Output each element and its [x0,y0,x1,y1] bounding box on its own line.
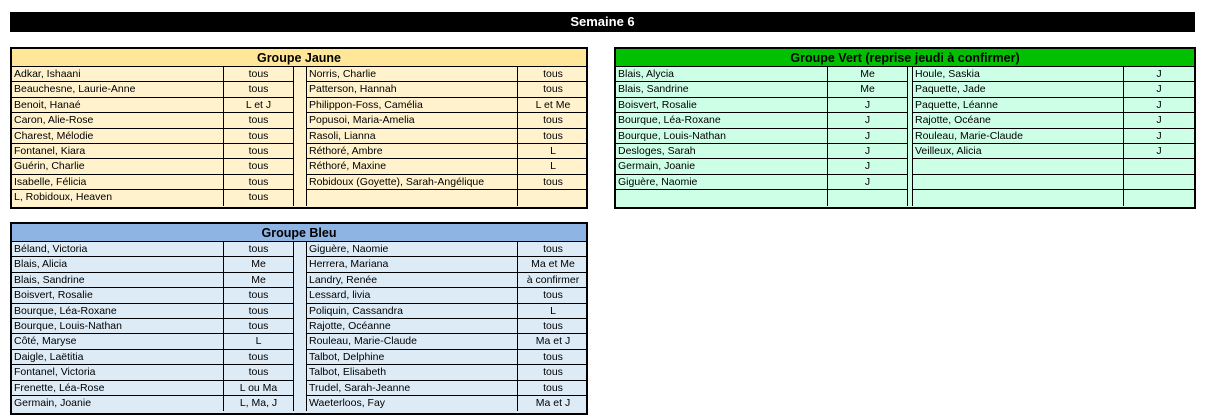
participant-days: J [828,113,908,128]
participant-name: Patterson, Hannah [306,82,518,97]
table-row [12,159,294,174]
participant-name: Blais, Alycia [616,67,828,82]
participant-name: Paquette, Léanne [912,98,1124,113]
participant-days: J [1124,144,1194,159]
table-row [12,273,294,288]
table-row [12,396,294,411]
table-row [12,98,294,113]
participant-days [1124,190,1194,205]
participant-days: tous [224,365,294,380]
table-row [306,334,588,349]
participant-days: L [518,304,588,319]
participant-name: Rouleau, Marie-Claude [306,334,518,349]
participant-name: Philippon-Foss, Camélia [306,98,518,113]
table-row [306,82,588,97]
participant-days: J [828,98,908,113]
table-row [912,129,1194,144]
participant-name: Rajotte, Océane [912,113,1124,128]
table-row [306,319,588,334]
participant-name: Boisvert, Rosalie [12,288,224,303]
table-row [12,257,294,272]
table-row [12,82,294,97]
participant-days: J [1124,67,1194,82]
table-row [616,113,908,128]
table-row [306,365,588,380]
table-row [616,159,908,174]
participant-name: Robidoux (Goyette), Sarah-Angélique [306,175,518,190]
participant-name: Benoit, Hanaé [12,98,224,113]
participant-days: tous [224,159,294,174]
participant-days: tous [224,190,294,205]
participant-name [616,190,828,205]
participant-days: tous [224,144,294,159]
table-row [912,98,1194,113]
participant-name: Germain, Joanie [616,159,828,174]
participant-days: Me [224,257,294,272]
participant-days: J [1124,82,1194,97]
participant-days: L et J [224,98,294,113]
table-row [306,98,588,113]
table-row [12,334,294,349]
table-row [912,159,1194,174]
table-row [12,304,294,319]
table-row [306,242,588,257]
table-row [912,113,1194,128]
table-row [912,144,1194,159]
table-row [306,288,588,303]
participant-name: Bourque, Léa-Roxane [12,304,224,319]
participant-days: L [518,144,588,159]
table-row [306,67,588,82]
group-bleu-title: Groupe Bleu [12,224,586,242]
participant-days: J [1124,113,1194,128]
participant-name: Giguère, Naomie [306,242,518,257]
participant-days: tous [518,242,588,257]
participant-days: tous [224,288,294,303]
participant-name: Herrera, Mariana [306,257,518,272]
table-row [12,350,294,365]
participant-days: tous [518,175,588,190]
table-row [12,175,294,190]
participant-days: tous [224,67,294,82]
participant-days: J [1124,129,1194,144]
table-row [306,381,588,396]
participant-name: Trudel, Sarah-Jeanne [306,381,518,396]
participant-days: tous [224,82,294,97]
participant-days: tous [518,67,588,82]
participant-days: tous [224,113,294,128]
participant-days [1124,175,1194,190]
participant-name: Talbot, Delphine [306,350,518,365]
table-row [912,82,1194,97]
participant-days: tous [518,288,588,303]
table-row [306,113,588,128]
participant-days: tous [518,319,588,334]
participant-days: tous [518,82,588,97]
participant-days: Me [224,273,294,288]
participant-name [912,190,1124,205]
participant-days: tous [518,365,588,380]
participant-days: à confirmer [518,273,588,288]
participant-name: Bourque, Louis-Nathan [12,319,224,334]
participant-name: Landry, Renée [306,273,518,288]
participant-name: Desloges, Sarah [616,144,828,159]
group-bleu-left-column [12,242,294,411]
table-row [616,67,908,82]
table-row [12,113,294,128]
participant-days: tous [224,350,294,365]
participant-name: Giguère, Naomie [616,175,828,190]
table-row [306,350,588,365]
table-row [616,129,908,144]
participant-name: Adkar, Ishaani [12,67,224,82]
group-jaune-table [10,47,588,209]
participant-days [518,190,588,205]
participant-name: Isabelle, Félicia [12,175,224,190]
participant-days: J [828,159,908,174]
participant-name: Guérin, Charlie [12,159,224,174]
participant-name: Germain, Joanie [12,396,224,411]
participant-days [828,190,908,205]
table-row [12,365,294,380]
table-row [616,82,908,97]
participant-name: Rasoli, Lianna [306,129,518,144]
participant-name: Réthoré, Maxine [306,159,518,174]
participant-days: tous [518,381,588,396]
participant-name: Blais, Alicia [12,257,224,272]
table-row [306,396,588,411]
group-vert-table [614,47,1196,209]
participant-name: Côté, Maryse [12,334,224,349]
participant-name: Frenette, Léa-Rose [12,381,224,396]
table-row [306,304,588,319]
participant-days: J [1124,98,1194,113]
table-row [12,242,294,257]
group-bleu-right-column [306,242,588,411]
participant-name: Rajotte, Océanne [306,319,518,334]
table-row [306,257,588,272]
participant-name [306,190,518,205]
participant-name: Caron, Alie-Rose [12,113,224,128]
table-row [616,144,908,159]
participant-days: Ma et J [518,334,588,349]
participant-days: J [828,144,908,159]
group-jaune-title: Groupe Jaune [12,49,586,67]
group-vert-title: Groupe Vert (reprise jeudi à confirmer) [616,49,1194,67]
page-title: Semaine 6 [10,12,1195,32]
participant-name: Boisvert, Rosalie [616,98,828,113]
participant-name: Fontanel, Victoria [12,365,224,380]
participant-name: Réthoré, Ambre [306,144,518,159]
participant-name: Blais, Sandrine [12,273,224,288]
participant-days: tous [224,304,294,319]
table-row [12,288,294,303]
group-vert-right-column [912,67,1194,206]
table-row [306,273,588,288]
participant-name: Popusoi, Maria-Amelia [306,113,518,128]
table-row [306,190,588,205]
group-jaune-left-column [12,67,294,206]
participant-name: Beauchesne, Laurie-Anne [12,82,224,97]
table-row [306,159,588,174]
participant-days: J [828,175,908,190]
participant-name: L, Robidoux, Heaven [12,190,224,205]
participant-days: L ou Ma [224,381,294,396]
participant-days: Me [828,67,908,82]
table-row [912,190,1194,205]
group-vert-left-column [616,67,908,206]
participant-days [1124,159,1194,174]
participant-name [912,175,1124,190]
participant-name: Blais, Sandrine [616,82,828,97]
participant-days: Ma et J [535,396,571,409]
participant-days: tous [518,113,588,128]
group-jaune-right-column [306,67,588,206]
participant-name: Houle, Saskia [912,67,1124,82]
table-row [12,381,294,396]
participant-name: Waeterloos, Fay [306,396,518,411]
participant-days: tous [224,319,294,334]
participant-days: L [224,334,294,349]
participant-days: tous [224,175,294,190]
participant-days: L, Ma, J [224,396,294,411]
participant-days: Me [828,82,908,97]
participant-days: tous [224,129,294,144]
participant-name: Daigle, Laëtitia [12,350,224,365]
table-row [12,190,294,205]
table-row [12,144,294,159]
participant-name: Veilleux, Alicia [912,144,1124,159]
participant-days: L [518,159,588,174]
participant-name: Bourque, Léa-Roxane [616,113,828,128]
table-row [12,319,294,334]
participant-name: Paquette, Jade [912,82,1124,97]
table-row [12,67,294,82]
table-row [306,129,588,144]
participant-days: tous [224,242,294,257]
participant-name [912,159,1124,174]
participant-days: Ma et Me [518,257,588,272]
table-row [12,129,294,144]
participant-days: L et Me [518,98,588,113]
table-row [616,175,908,190]
table-row [616,190,908,205]
participant-days: tous [518,350,588,365]
participant-name: Bourque, Louis-Nathan [616,129,828,144]
table-row [616,98,908,113]
participant-name: Norris, Charlie [306,67,518,82]
participant-name: Poliquin, Cassandra [306,304,518,319]
participant-name: Rouleau, Marie-Claude [912,129,1124,144]
group-bleu-table [10,222,588,415]
participant-name: Charest, Mélodie [12,129,224,144]
table-row [306,175,588,190]
participant-days: J [828,129,908,144]
participant-name: Béland, Victoria [12,242,224,257]
participant-name: Fontanel, Kiara [12,144,224,159]
table-row [306,144,588,159]
participant-days: tous [518,129,588,144]
participant-name: Talbot, Elisabeth [306,365,518,380]
participant-name: Lessard, livia [306,288,518,303]
table-row [912,67,1194,82]
table-row [912,175,1194,190]
